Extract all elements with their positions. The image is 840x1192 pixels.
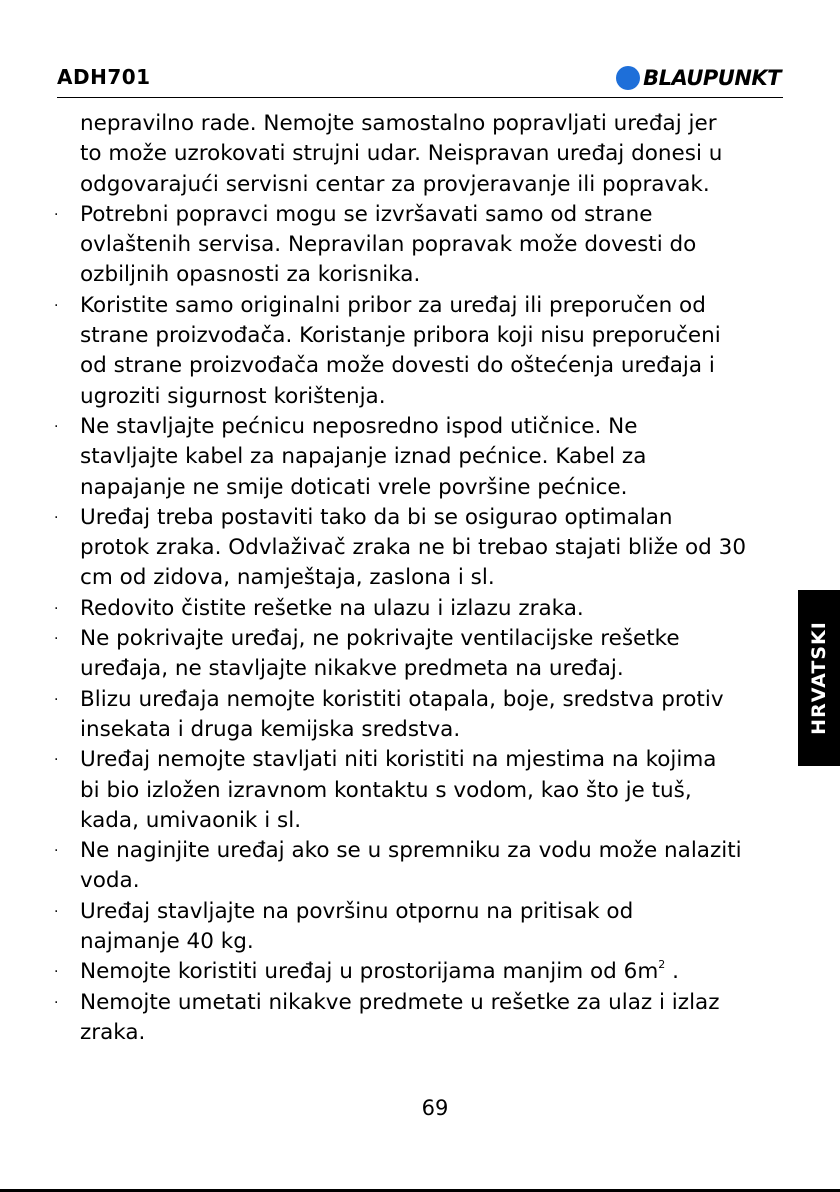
bullet-item	[54, 594, 790, 624]
language-tab-label: HRVATSKI	[808, 621, 830, 735]
bullet-icon: ·	[54, 297, 59, 314]
language-tab-label-wrap	[798, 590, 840, 766]
bullet-item	[54, 957, 790, 987]
bullet-item	[54, 685, 790, 746]
text-line: Ne pokrivajte uređaj, ne pokrivajte ventilacijske rešetke	[80, 626, 680, 652]
text-line: Redovito čistite rešetke na ulazu i izlazu zraka.	[80, 595, 584, 621]
bullet-icon: ·	[54, 418, 59, 435]
brand-dot-icon	[616, 66, 640, 90]
page-header	[57, 63, 783, 98]
bullet-item	[54, 836, 790, 897]
text-line: Uređaj treba postaviti tako da bi se osigurao optimalan	[80, 504, 673, 530]
text-line: napajanje ne smije doticati vrele površine pećnice.	[80, 474, 628, 500]
bullet-item	[54, 412, 790, 503]
text-line: Uređaj stavljajte na površinu otpornu na pritisak od	[80, 898, 634, 924]
text-fragment: Nemojte koristiti uređaj u prostorijama manjim od 6m	[80, 959, 659, 985]
text-line: Koristite samo originalni pribor za uređaj ili preporučen od	[80, 292, 706, 318]
bullet-icon: ·	[54, 843, 59, 860]
text-line: odgovarajući servisni centar za provjeravanje ili popravak.	[80, 171, 710, 197]
brand-logo	[616, 65, 781, 91]
text-line: zraka.	[80, 1019, 146, 1045]
text-fragment: .	[665, 959, 679, 985]
text-line: protok zraka. Odvlaživač zraka ne bi trebao stajati bliže od 30	[80, 535, 746, 561]
superscript: 2	[658, 958, 666, 972]
bullet-icon: ·	[54, 691, 59, 708]
bullet-icon: ·	[54, 631, 59, 648]
bullet-icon: ·	[54, 600, 59, 617]
text-line: ozbiljnih opasnosti za korisnika.	[80, 262, 421, 288]
bullet-icon: ·	[54, 752, 59, 769]
text-line: to može uzrokovati strujni udar. Neispravan uređaj donesi u	[80, 141, 723, 167]
brand-name: BLAUPUNKT	[643, 66, 781, 90]
text-line: strane proizvođača. Koristanje pribora koji nisu preporučeni	[80, 323, 721, 349]
text-line: ugroziti sigurnost korištenja.	[80, 383, 386, 409]
text-line: Nemojte umetati nikakve predmete u rešetke za ulaz i izlaz	[80, 989, 720, 1015]
text-line: kada, umivaonik i sl.	[80, 807, 302, 833]
bullet-icon: ·	[54, 994, 59, 1011]
text-line	[80, 957, 790, 987]
text-line: ovlaštenih servisa. Nepravilan popravak može dovesti do	[80, 232, 697, 258]
bullet-item	[54, 291, 790, 412]
text-line: Ne naginjite uređaj ako se u spremniku za vodu može nalaziti	[80, 838, 742, 864]
bullet-icon: ·	[54, 964, 59, 981]
text-line: od strane proizvođača može dovesti do oštećenja uređaja i	[80, 353, 715, 379]
bullet-icon: ·	[54, 206, 59, 223]
bullet-item	[54, 624, 790, 685]
text-line: cm od zidova, namještaja, zaslona i sl.	[80, 565, 495, 591]
bullet-icon: ·	[54, 903, 59, 920]
bullet-item	[54, 897, 790, 958]
bullet-item	[54, 745, 790, 836]
text-line: Blizu uređaja nemojte koristiti otapala, boje, sredstva protiv	[80, 686, 724, 712]
text-line: nepravilno rade. Nemojte samostalno popravljati uređaj jer	[80, 111, 717, 136]
text-line: insekata i druga kemijska sredstva.	[80, 716, 461, 742]
intro-paragraph	[80, 109, 790, 200]
text-line: voda.	[80, 868, 140, 894]
page-number: 69	[421, 1096, 449, 1120]
bullet-item	[54, 503, 790, 594]
text-line: najmanje 40 kg.	[80, 929, 254, 955]
text-line: Uređaj nemojte stavljati niti koristiti na mjestima na kojima	[80, 747, 717, 773]
text-line: stavljajte kabel za napajanje iznad pećnice. Kabel za	[80, 444, 647, 470]
bullet-item	[54, 200, 790, 291]
text-line: bi bio izložen izravnom kontaktu s vodom, kao što je tuš,	[80, 777, 692, 803]
bullet-item	[54, 988, 790, 1049]
text-line: uređaja, ne stavljajte nikakve predmeta na uređaj.	[80, 656, 624, 682]
text-line: Potrebni popravci mogu se izvršavati samo od strane	[80, 201, 653, 227]
model-number: ADH701	[57, 65, 151, 89]
bullet-icon: ·	[54, 509, 59, 526]
safety-instructions	[0, 109, 840, 1048]
text-line: Ne stavljajte pećnicu neposredno ispod utičnice. Ne	[80, 413, 638, 439]
